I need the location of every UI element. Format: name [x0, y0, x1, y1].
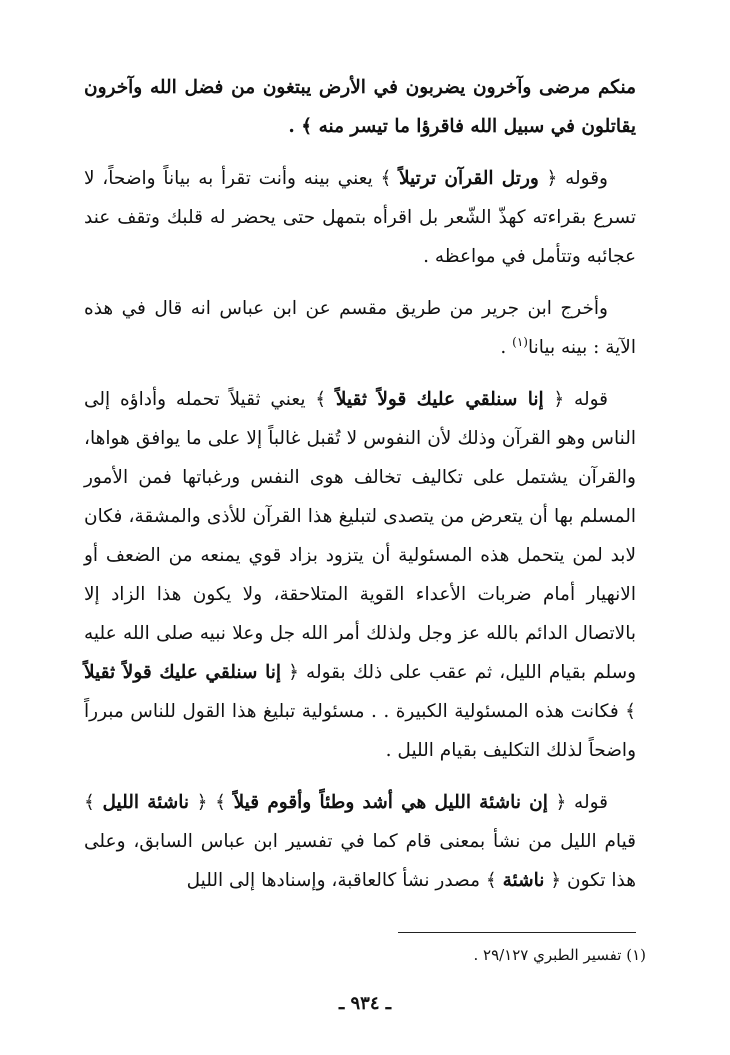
segment: ﴾ يعني ثقيلاً تحمله وأداؤه إلى الناس وهو القرآن وذلك لأن النفوس لا تُقبل غالباً إلا على ما يوافق هواها، والقرآن يشتمل على تكاليف تخالف هوى النفس ورغباتها فمن الأمور المسلم بها أن يتعرض من يتصدى لتبليغ هذا القرآن للأذى والمشقة، فكان لابد لمن يتحمل هذه المسئولية أن يتزود بزاد قوي يمنعه من الضعف أو الانهيار أمام ضربات الأعداء القوية المتلاحقة، ولا يكون هذا الزاد إلا بالاتصال الدائم بالله عز وجل ولذلك أمر الله جل وعلا نبيه صلى الله عليه وسلم بقيام الليل، ثم عقب على ذلك بقوله ﴿	[84, 389, 636, 683]
segment: .	[500, 337, 513, 358]
quran-quote: ناشئة الليل	[102, 792, 189, 813]
segment: وقوله ﴿	[538, 168, 608, 189]
segment: قوله ﴿	[543, 389, 608, 410]
segment: ﴾ ﴿	[189, 792, 234, 813]
segment: قوله ﴿	[547, 792, 608, 813]
quran-quote: إن ناشئة الليل هي أشد وطئاً وأقوم قيلاً	[233, 792, 548, 813]
paragraph-1	[84, 68, 636, 146]
footnote-text: تفسير الطبري ٢٩/١٢٧ .	[473, 946, 622, 964]
quran-quote: ناشئة	[502, 870, 545, 891]
footnote-divider	[398, 932, 636, 933]
quran-quote: إنا سنلقي عليك قولاً ثقيلاً	[84, 662, 281, 683]
paragraph-2	[84, 159, 636, 276]
segment: ﴾ مصدر نشأ كالعاقبة، وإسنادها إلى الليل	[186, 870, 503, 891]
page-number: ـ ٩٣٤ ـ	[338, 993, 392, 1014]
body-text	[84, 68, 636, 913]
segment: وأخرج ابن جرير من طريق مقسم عن ابن عباس انه قال في هذه الآية : بينه بيانا	[84, 298, 636, 358]
paragraph-3	[84, 289, 636, 367]
paragraph-5	[84, 783, 636, 900]
footnote-marker: (١)	[626, 946, 646, 964]
segment: ﴾ يعني بينه وأنت تقرأ به بياناً واضحاً، لا تسرع بقراءته كهذّ الشّعر بل اقرأه بتمهل حتى يحضر له قلبك وتقف عند عجائبه وتتأمل في مواعظه .	[84, 168, 636, 267]
segment: ﴾ فكانت هذه المسئولية الكبيرة . . مسئولية تبليغ هذا القول للناس مبرراً واضحاً لذلك التكليف بقيام الليل .	[84, 701, 636, 761]
quran-quote: إنا سنلقي عليك قولاً ثقيلاً	[335, 389, 544, 410]
footnote-reference[interactable]: (١)	[512, 334, 528, 349]
paragraph-4	[84, 380, 636, 770]
segment: منكم مرضى وآخرون يضربون في الأرض يبتغون من فضل الله وآخرون يقاتلون في سبيل الله فاقرؤا ما تيسر منه ﴾ .	[84, 77, 636, 137]
footnote	[473, 944, 646, 966]
segment: ﴾ قيام الليل من نشأ بمعنى قام كما في تفسير ابن عباس السابق، وعلى هذا تكون ﴿	[84, 792, 636, 891]
quran-quote: ورتل القرآن ترتيلاً	[399, 168, 539, 189]
